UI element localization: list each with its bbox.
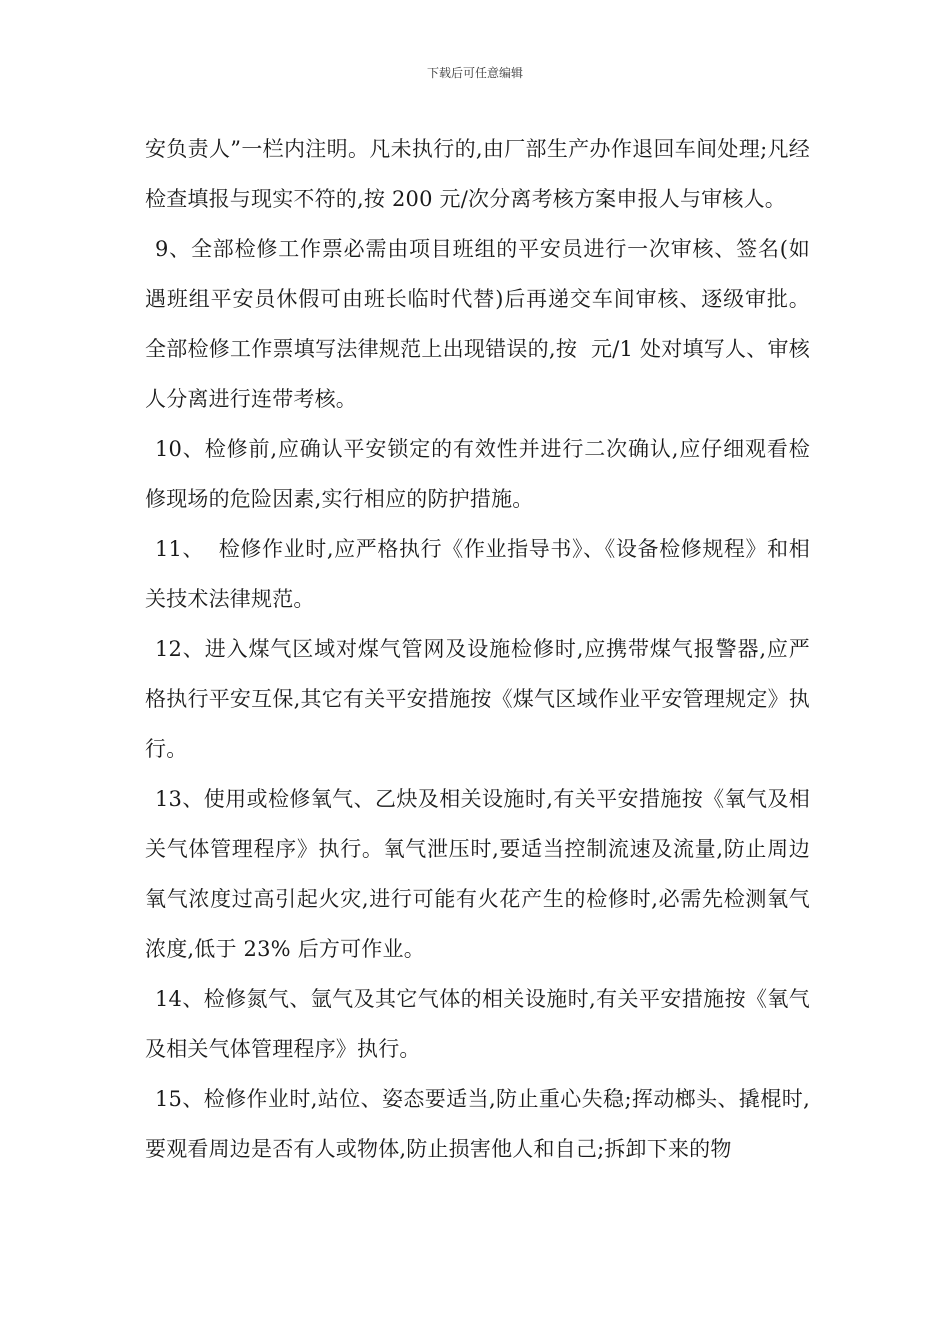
page-header-note: 下载后可任意编辑 xyxy=(426,66,523,80)
paragraph-item-13: 13、使用或检修氧气、乙炔及相关设施时,有关平安措施按《氧气及相关气体管理程序》执行。氧气泄压时,要适当控制流速及流量,防止周边氧气浓度过高引起火灾,进行可能有火花产生的检修时,必需先检测氧气浓度,低于 23% 后方可作业。 xyxy=(145,787,810,961)
paragraph-item-11: 11、 检修作业时,应严格执行《作业指导书》、《设备检修规程》和相关技术法律规范。 xyxy=(145,537,810,611)
paragraph-item-14: 14、检修氮气、氩气及其它气体的相关设施时,有关平安措施按《氧气及相关气体管理程序》执行。 xyxy=(145,987,810,1061)
paragraph-continuation: 安负责人”一栏内注明。凡未执行的,由厂部生产办作退回车间处理;凡经检查填报与现实不符的,按 200 元/次分离考核方案申报人与审核人。 xyxy=(145,137,810,211)
paragraph-item-9: 9、全部检修工作票必需由项目班组的平安员进行一次审核、签名(如遇班组平安员休假可由班长临时代替)后再递交车间审核、逐级审批。全部检修工作票填写法律规范上出现错误的,按 元/1 处对填写人、审核人分离进行连带考核。 xyxy=(145,237,810,411)
document-body xyxy=(145,124,810,1174)
paragraph-item-10: 10、检修前,应确认平安锁定的有效性并进行二次确认,应仔细观看检修现场的危险因素,实行相应的防护措施。 xyxy=(145,437,810,511)
paragraph-item-15: 15、检修作业时,站位、姿态要适当,防止重心失稳;挥动榔头、撬棍时,要观看周边是否有人或物体,防止损害他人和自己;拆卸下来的物 xyxy=(145,1087,810,1161)
paragraph-item-12: 12、进入煤气区域对煤气管网及设施检修时,应携带煤气报警器,应严格执行平安互保,其它有关平安措施按《煤气区域作业平安管理规定》执行。 xyxy=(145,637,810,761)
